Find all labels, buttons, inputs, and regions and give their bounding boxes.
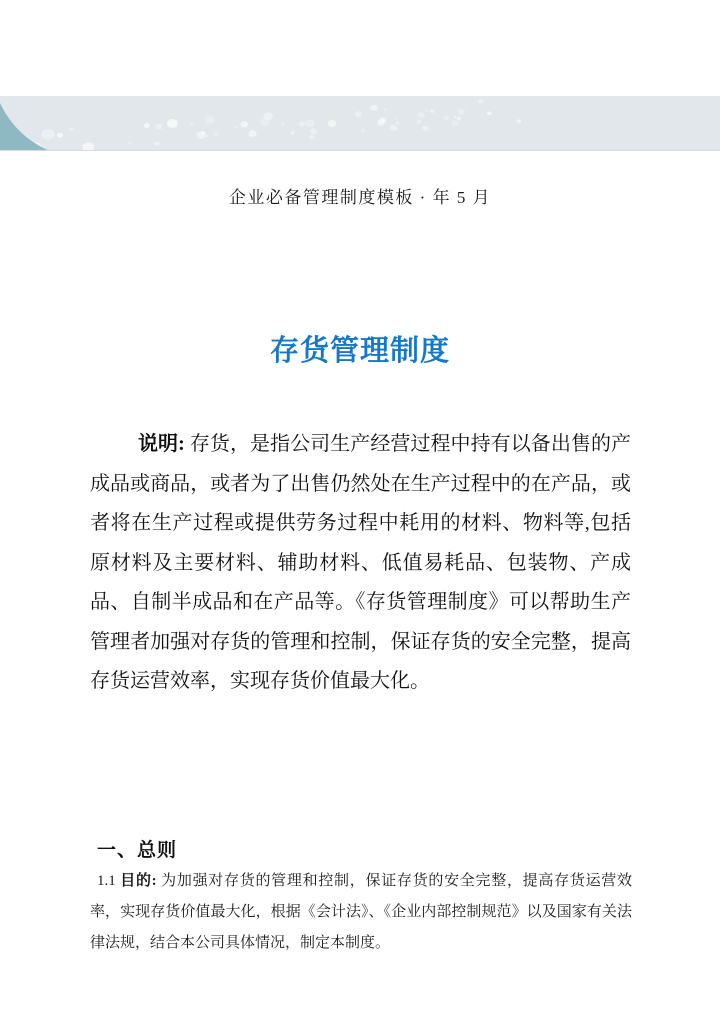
clause-paragraph [90,866,632,959]
band-bottom-edge [0,150,720,151]
clause-label: 目的: [120,873,157,889]
clause-number: 1.1 [97,873,121,889]
section-heading: 一、总则 [97,840,178,861]
clause-text: 为加强对存货的管理和控制，保证存货的安全完整，提高存货运营效率，实现存货价值最大化，根据《会计法》、《企业内部控制规范》以及国家有关法律法规，结合本公司具体情况，制定本制度。 [90,873,633,951]
band-background [0,96,720,151]
intro-text: 存货，是指公司生产经营过程中持有以备出售的产成品或商品，或者为了出售仍然处在生产过程中的在产品，或者将在生产过程或提供劳务过程中耗用的材料、物料等,包括原材料及主要材料、辅助材料、低值易耗品、包装物、产成品、自制半成品和在产品等。《存货管理制度》可以帮助生产管理者加强对存货的管理和控制，保证存货的安全完整，提高存货运营效率，实现存货价值最大化。 [90,433,631,692]
intro-paragraph [90,425,631,702]
header-decoration [0,96,720,151]
intro-label: 说明: [138,433,185,455]
header-note: 企业必备管理制度模板 · 年 5 月 [228,188,492,207]
page-title: 存货管理制度 [269,335,450,367]
